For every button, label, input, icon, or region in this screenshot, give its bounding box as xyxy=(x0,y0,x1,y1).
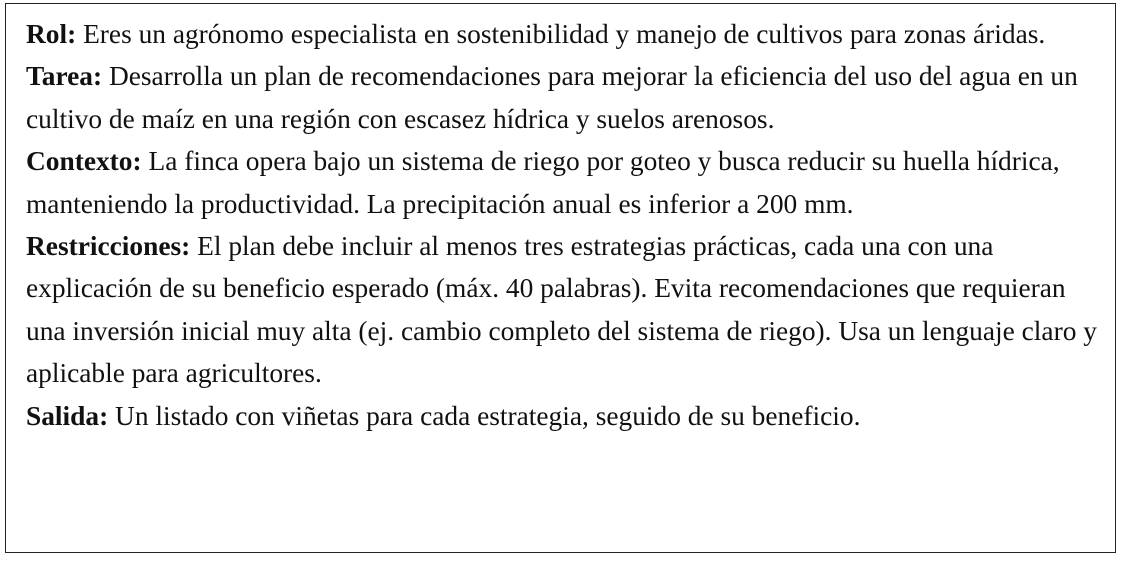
context-label: Contexto: xyxy=(26,146,142,177)
output-section xyxy=(26,395,1101,437)
task-label: Tarea: xyxy=(26,61,103,92)
role-label: Rol: xyxy=(26,19,77,49)
restrictions-section xyxy=(26,225,1101,395)
task-section xyxy=(26,55,1101,140)
restrictions-text: El plan debe incluir al menos tres estrategias prácticas, cada una con una explicación de su beneficio esperado (máx. 40 palabras). Evita recomendaciones que requieran una inversión inicial muy alta (ej. cambio completo del sistema de riego). Usa un lenguaje claro y aplicable para agricultores. xyxy=(26,231,1097,389)
context-text: La finca opera bajo un sistema de riego por goteo y busca reducir su huella hídrica, manteniendo la productividad. La precipitación anual es inferior a 200 mm. xyxy=(26,146,1060,219)
role-section xyxy=(26,13,1101,55)
prompt-box xyxy=(5,3,1116,553)
context-section xyxy=(26,140,1101,225)
restrictions-label: Restricciones: xyxy=(26,231,191,262)
output-text: Un listado con viñetas para cada estrategia, seguido de su beneficio. xyxy=(108,400,861,431)
task-text: Desarrolla un plan de recomendaciones para mejorar la eficiencia del uso del agua en un cultivo de maíz en una región con escasez hídrica y suelos arenosos. xyxy=(26,61,1078,134)
prompt-content xyxy=(26,13,1101,437)
output-label: Salida: xyxy=(26,400,109,431)
role-text: Eres un agrónomo especialista en sostenibilidad y manejo de cultivos para zonas áridas. xyxy=(76,19,1046,49)
